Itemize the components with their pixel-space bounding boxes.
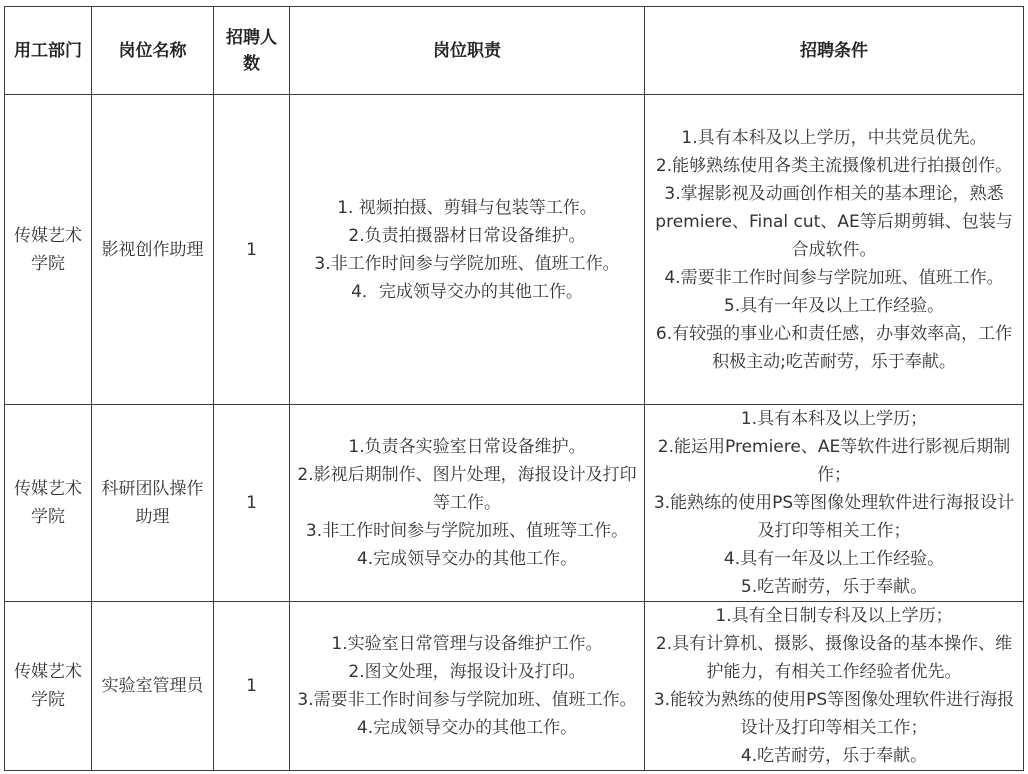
duty-item: 2.图文处理，海报设计及打印。: [348, 662, 586, 682]
requirement-item: 1.具有本科及以上学历，中共党员优先。: [681, 127, 987, 148]
requirement-item: 4.吃苦耐劳，乐于奉献。: [740, 746, 928, 766]
duty-item: 4.完成领导交办的其他工作。: [356, 549, 578, 569]
requirement-item: 1.具有本科及以上学历；: [740, 409, 928, 429]
duty-item: 1.负责各实验室日常设备维护。: [348, 437, 586, 457]
requirement-item: 3.能较为熟练的使用PS等图像处理软件进行海报设计及打印等相关工作；: [653, 690, 1015, 738]
duty-item: 4．完成领导交办的其他工作。: [351, 281, 583, 302]
header-dept: 用工部门: [5, 7, 92, 95]
table-row: [5, 95, 1024, 405]
cell-position: 影视创作助理: [92, 95, 214, 405]
cell-position: 实验室管理员: [92, 602, 214, 771]
duty-item: 3.非工作时间参与学院加班、值班工作。: [314, 253, 620, 274]
requirement-item: 4.具有一年及以上工作经验。: [723, 549, 945, 569]
duty-item: 3.需要非工作时间参与学院加班、值班工作。: [297, 690, 637, 710]
requirement-item: 4.需要非工作时间参与学院加班、值班工作。: [664, 267, 1004, 288]
cell-position: 科研团队操作助理: [92, 405, 214, 602]
requirement-item: 1.具有全日制专科及以上学历；: [715, 606, 953, 626]
cell-dept: 传媒艺术学院: [5, 602, 92, 771]
recruitment-table: [4, 6, 1024, 771]
requirement-item: 3.掌握影视及动画创作相关的基本理论，熟悉premiere、Final cut、AE等后期剪辑、包装与合成软件。: [655, 183, 1013, 260]
cell-requirements: [645, 95, 1024, 405]
duty-item: 1. 视频拍摄、剪辑与包装等工作。: [337, 197, 597, 218]
requirement-item: 5.吃苦耐劳，乐于奉献。: [740, 577, 928, 597]
requirement-item: 6.有较强的事业心和责任感，办事效率高，工作积极主动;吃苦耐劳，乐于奉献。: [655, 323, 1013, 372]
requirement-item: 2.能运用Premiere、AE等软件进行影视后期制作；: [657, 437, 1011, 485]
cell-count: 1: [214, 95, 290, 405]
header-position: 岗位名称: [92, 7, 214, 95]
table-row: [5, 602, 1024, 771]
cell-dept: 传媒艺术学院: [5, 95, 92, 405]
header-row: [5, 7, 1024, 95]
duty-item: 2.负责拍摄器材日常设备维护。: [348, 225, 586, 246]
header-count: 招聘人数: [214, 7, 290, 95]
cell-requirements: [645, 602, 1024, 771]
cell-duties: [290, 405, 645, 602]
header-duties: 岗位职责: [290, 7, 645, 95]
duty-item: 3.非工作时间参与学院加班、值班等工作。: [305, 521, 629, 541]
requirement-item: 3.能熟练的使用PS等图像处理软件进行海报设计及打印等相关工作；: [653, 493, 1015, 541]
duty-item: 2.影视后期制作、图片处理，海报设计及打印等工作。: [297, 465, 637, 513]
cell-duties: [290, 602, 645, 771]
cell-dept: 传媒艺术学院: [5, 405, 92, 602]
cell-requirements: [645, 405, 1024, 602]
duty-item: 4.完成领导交办的其他工作。: [356, 718, 578, 738]
requirement-item: 2.具有计算机、摄影、摄像设备的基本操作、维护能力，有相关工作经验者优先。: [655, 634, 1013, 682]
header-requirements: 招聘条件: [645, 7, 1024, 95]
cell-count: 1: [214, 405, 290, 602]
duty-item: 1.实验室日常管理与设备维护工作。: [331, 634, 603, 654]
cell-duties: [290, 95, 645, 405]
requirement-item: 2.能够熟练使用各类主流摄像机进行拍摄创作。: [655, 155, 1013, 176]
cell-count: 1: [214, 602, 290, 771]
table-row: [5, 405, 1024, 602]
requirement-item: 5.具有一年及以上工作经验。: [723, 295, 945, 316]
